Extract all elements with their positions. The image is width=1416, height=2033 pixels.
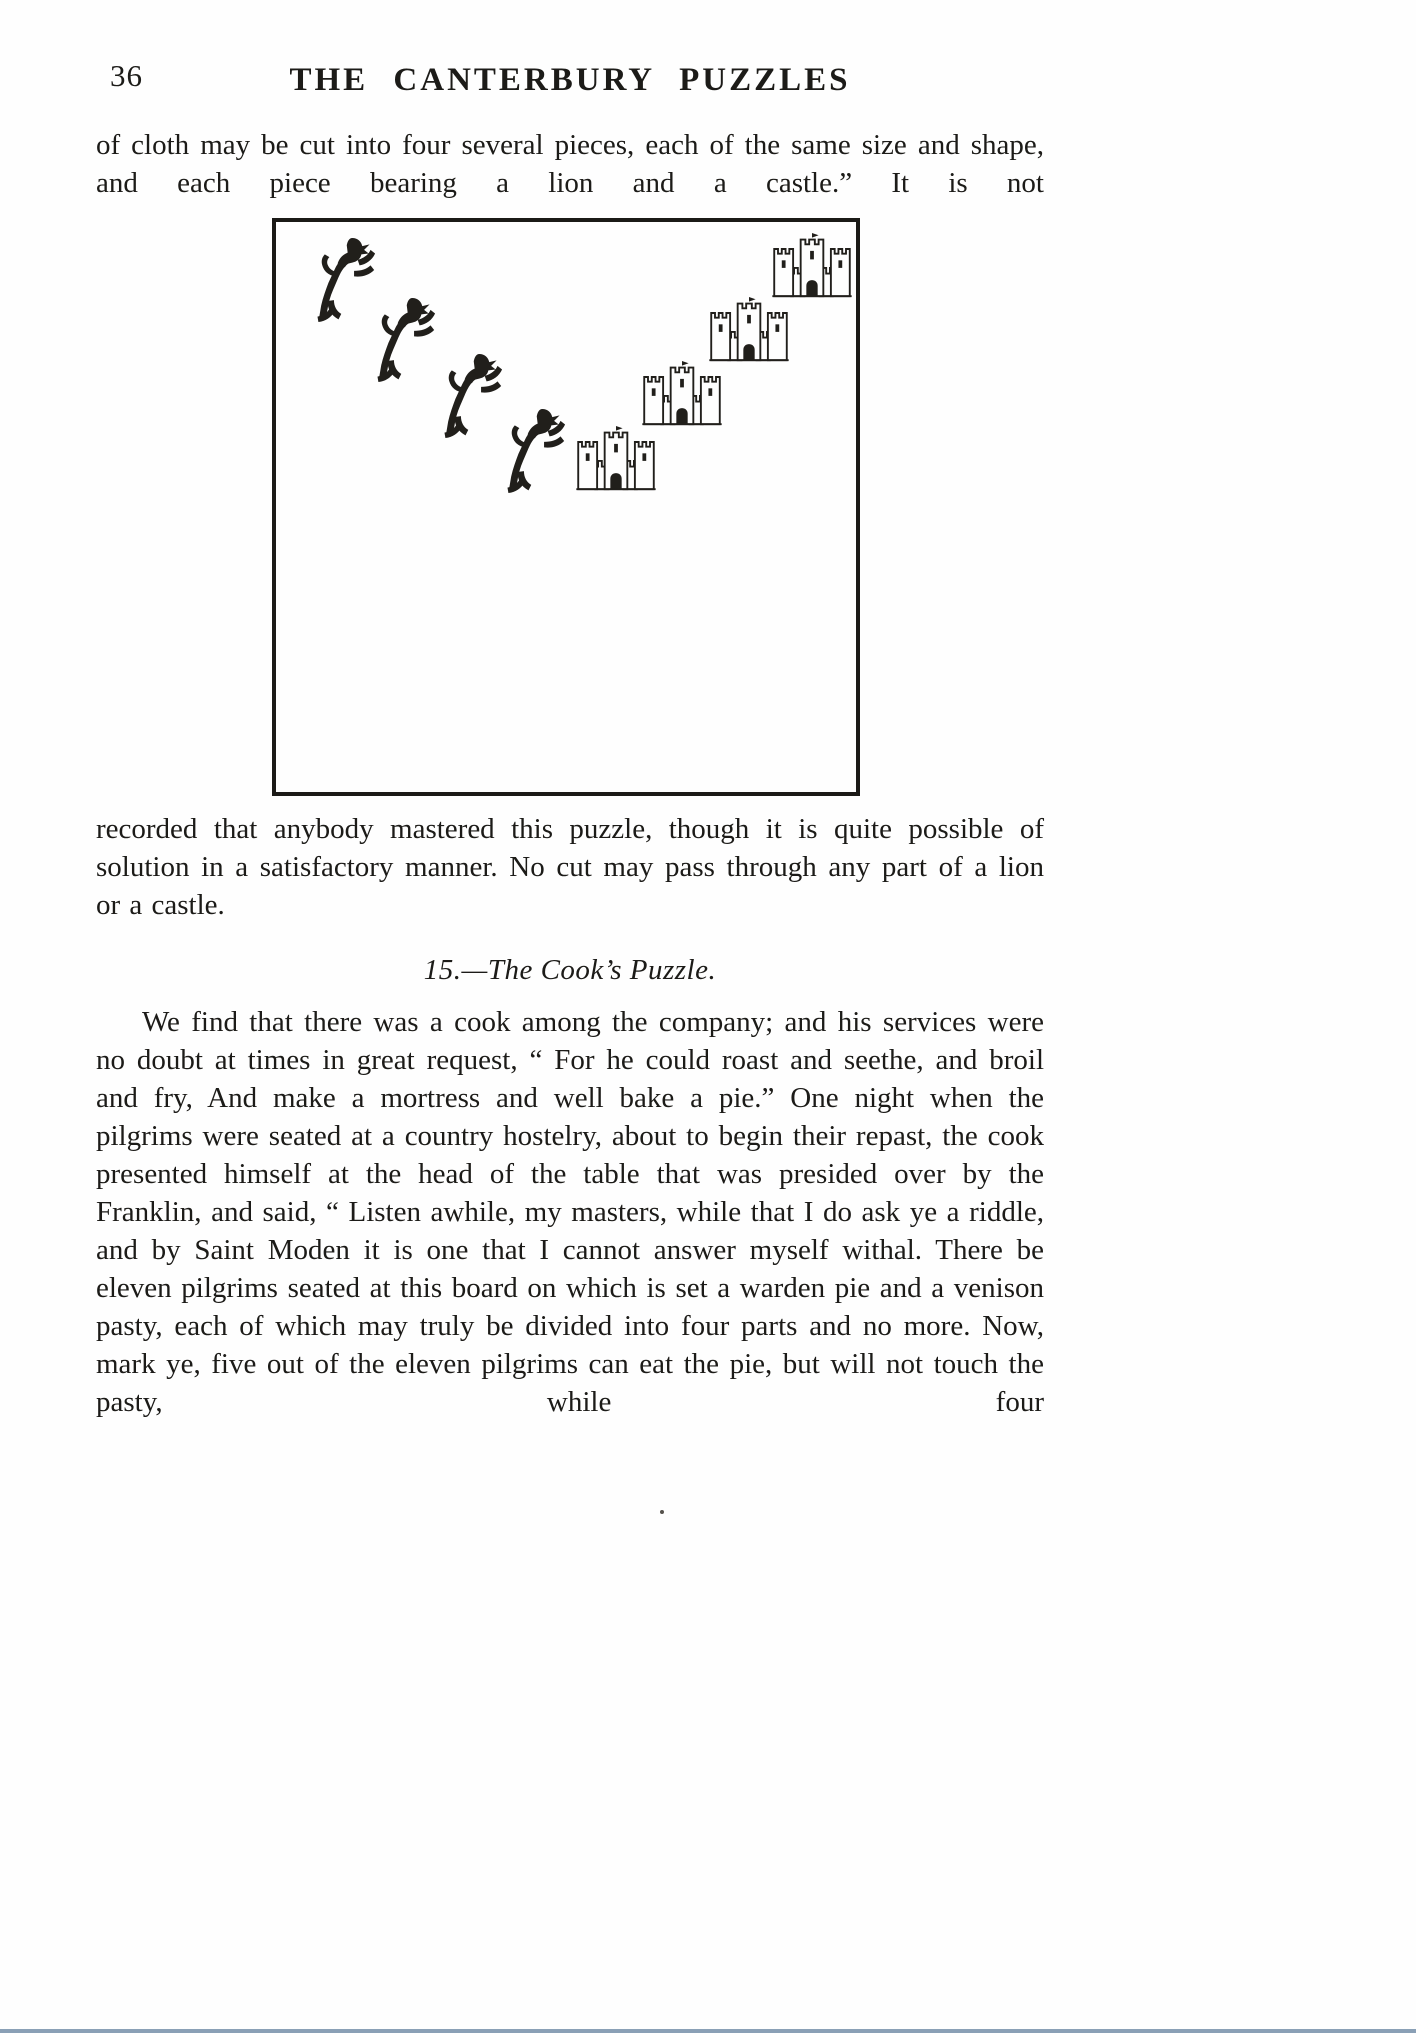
castle-icon [772,232,852,305]
puzzle-illustration [272,218,860,796]
lion-icon [312,232,376,333]
paragraph-intro: of cloth may be cut into four several pieces, each of the same size and shape, and each piece bearing a lion and a castle.” It is not [96,129,1044,199]
lion-icon [502,403,566,504]
castle-icon [576,425,656,498]
castle-icon [642,360,722,433]
running-header: THE CANTERBURY PUZZLES [289,62,851,98]
page-number: 36 [110,58,143,93]
page-header [96,0,1044,110]
paragraph-after-figure: recorded that anybody mastered this puzzle, though it is quite possible of solution in a satisfactory manner. No cut may pass through any part of a lion or a castle. [96,813,1044,921]
lion-icon [439,348,503,449]
scan-edge-line [0,2029,1416,2033]
ink-speck [660,1510,664,1514]
text-column [96,0,1044,1421]
section-heading: 15.—The Cook’s Puzzle. [423,954,717,986]
castle-icon [709,296,789,369]
paragraph-cook: We find that there was a cook among the company; and his services were no doubt at times in great request, “ For he could roast and seethe, and broil and fry, And make a mortress and well bake a pie.” One night when the pilgrims were seated at a country hostelry, about to begin their repast, the cook presented himself at the head of the table that was presided over by the Franklin, and said, “ Listen awhile, my masters, while that I do ask ye a riddle, and by Saint Moden it is one that I cannot answer myself withal. There be eleven pilgrims seated at this board on which is set a warden pie and a venison pasty, each of which may truly be divided into four parts and no more. Now, mark ye, five out of the eleven pilgrims can eat the pie, but will not touch the pasty, while four [96,1006,1044,1418]
lion-icon [372,292,436,393]
